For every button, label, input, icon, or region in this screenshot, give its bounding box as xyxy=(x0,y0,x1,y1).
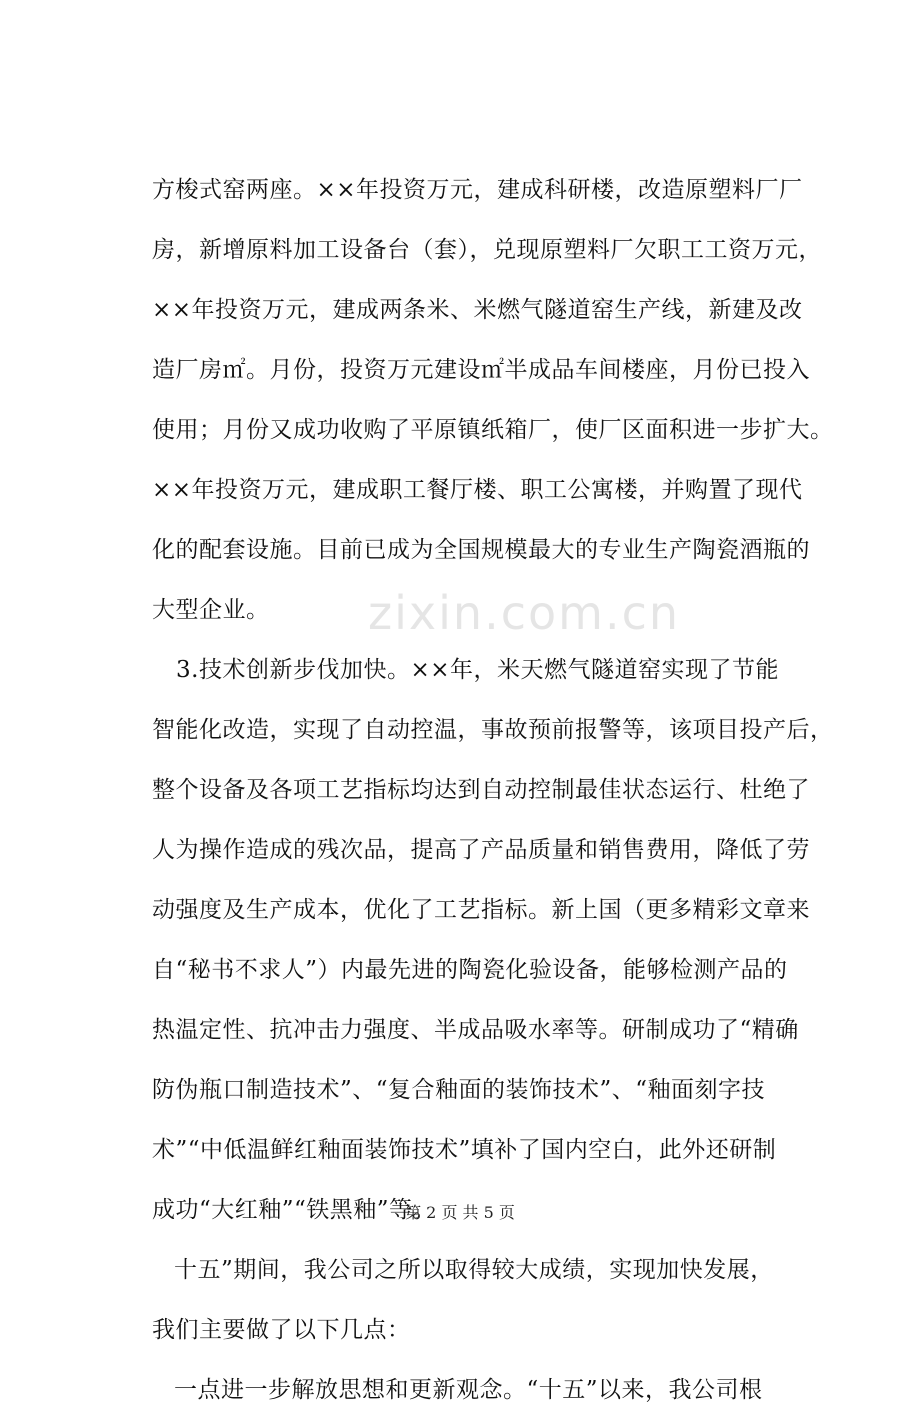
text-line: 人为操作造成的残次品，提高了产品质量和销售费用，降低了劳 xyxy=(152,837,810,863)
page-footer: 第 2 页 共 5 页 xyxy=(405,1203,515,1222)
text-line: 热温定性、抗冲击力强度、半成品吸水率等。研制成功了“精确 xyxy=(152,1017,799,1043)
text-line: 3.技术创新步伐加快。××年，米天燃气隧道窑实现了节能 xyxy=(176,657,779,683)
text-line: 智能化改造，实现了自动控温，事故预前报警等，该项目投产后， xyxy=(152,717,834,743)
text-line: 自“秘书不求人”）内最先进的陶瓷化验设备，能够检测产品的 xyxy=(152,957,788,983)
text-line: 防伪瓶口制造技术”、“复合釉面的装饰技术”、“釉面刻字技 xyxy=(152,1077,766,1103)
text-line: 十五”期间，我公司之所以取得较大成绩，实现加快发展， xyxy=(174,1257,774,1283)
text-line: ××年投资万元，建成职工餐厅楼、职工公寓楼，并购置了现代 xyxy=(152,477,803,503)
watermark: zixin.com.cn xyxy=(368,586,681,640)
text-line: 化的配套设施。目前已成为全国规模最大的专业生产陶瓷酒瓶的 xyxy=(152,537,810,563)
text-line: 方梭式窑两座。××年投资万元，建成科研楼，改造原塑料厂厂 xyxy=(152,177,803,203)
text-line: 动强度及生产成本，优化了工艺指标。新上国（更多精彩文章来 xyxy=(152,897,810,923)
text-line: 使用；月份又成功收购了平原镇纸箱厂，使厂区面积进一步扩大。 xyxy=(152,417,834,443)
text-line: 整个设备及各项工艺指标均达到自动控制最佳状态运行、杜绝了 xyxy=(152,777,810,803)
body-text xyxy=(152,160,834,1420)
text-line: ××年投资万元，建成两条米、米燃气隧道窑生产线，新建及改 xyxy=(152,297,803,323)
text-line: 成功“大红釉”“铁黑釉”等。 xyxy=(152,1197,437,1223)
text-line: 房，新增原料加工设备台（套），兑现原塑料厂欠职工工资万元， xyxy=(152,237,822,263)
text-line: 大型企业。 xyxy=(152,597,270,623)
text-line: 我们主要做了以下几点： xyxy=(152,1317,411,1343)
text-line: 造厂房㎡。月份，投资万元建设㎡半成品车间楼座，月份已投入 xyxy=(152,357,810,383)
text-line: 一点进一步解放思想和更新观念。“十五”以来，我公司根 xyxy=(174,1377,763,1403)
text-line: 术”“中低温鲜红釉面装饰技术”填补了国内空白，此外还研制 xyxy=(152,1137,777,1163)
